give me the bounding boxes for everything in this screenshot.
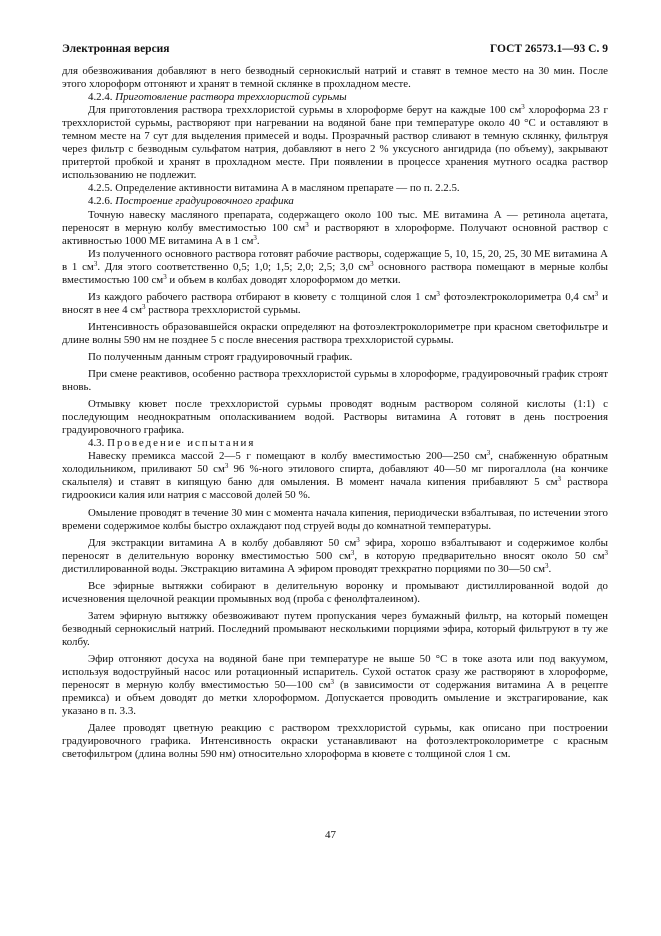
paragraph: Интенсивность образовавшейся окраски определяют на фотоэлектроколориметре при красном светофильтре и длине волны 590 нм не позднее 5 с после внесения раствора треххлористой сурьмы. (62, 320, 608, 346)
paragraph: Навеску премикса массой 2—5 г помещают в колбу вместимостью 200—250 $см^3$, снабженную обратным холодильником, приливают 50 $см^3$ 96 %-ного этилового спирта, добавляют 40—50 мг пирогаллола (на кончике скальпеля) и ставят в кипящую баню для омыления. В момент начала кипения прибавляют 5 $см^3$ раствора гидроокиси калия или натрия с массовой долей 50 %. (62, 449, 608, 502)
paragraph: Эфир отгоняют досуха на водяной бане при температуре не выше 50 °С в токе азота или под вакуумом, используя водоструйный насос или ротационный испаритель. Сухой остаток сразу же растворяют в хлороформе, переносят в мерную колбу вместимостью 50—100 $см^3$ (в зависимости от содержания витамина А в рецепте премикса) и объем доводят до метки хлороформом. Допускается проводить омыление и экстрагирование, как указано в п. 3.3. (62, 652, 608, 718)
paragraph: Все эфирные вытяжки собирают в делительную воронку и промывают дистиллированной водой до исчезновения щелочной реакции промывных вод (проба с фенолфталеином). (62, 579, 608, 605)
paragraph: Отмывку кювет после треххлористой сурьмы проводят водным раствором соляной кислоты (1:1) с последующим неоднократным ополаскиванием водой. Растворы витамина А готовят в день построения градуировочного графика. (62, 398, 608, 437)
paragraph: Затем эфирную вытяжку обезвоживают путем пропускания через бумажный фильтр, на который помещен безводный сернокислый натрий. Последний промывают несколькими порциями эфира, который фильтруют в ту же колбу. (62, 609, 608, 648)
header-standard-code: ГОСТ 26573.1—93 С. 9 (489, 43, 608, 55)
section-heading-4-3: 4.3. Проведение испытания (88, 437, 256, 450)
paragraph: Далее проводят цветную реакцию с раствором треххлористой сурьмы, как описано при построении градуировочного графика. Интенсивность окраски устанавливают на фотоэлектроколориметре с красным светофильтром (длина волны 590 нм) относительно хлороформа в кювете с толщиной слоя 1 см. (62, 722, 608, 761)
paragraph: Точную навеску масляного препарата, содержащего около 100 тыс. МЕ витамина А — ретинола ацетата, переносят в мерную колбу вместимостью 100 $см^3$ и растворяют в хлороформе. Получают основной раствор с активностью 1000 МЕ витамина А в 1 $см^3$. (62, 208, 608, 247)
paragraph: для обезвоживания добавляют в него безводный сернокислый натрий и ставят в темное место на 30 мин. После этого хлороформ отгоняют и хранят в темной склянке в прохладном месте. (62, 65, 608, 91)
paragraph: Омыление проводят в течение 30 мин с момента начала кипения, периодически взбалтывая, по истечении этого времени содержимое колбы быстро охлаждают под струей воды до комнатной температуры. (62, 506, 608, 532)
page-number: 47 (325, 829, 336, 841)
paragraph: По полученным данным строят градуировочный график. (88, 350, 353, 363)
header-edition-label: Электронная версия (62, 43, 170, 55)
body-text (62, 65, 608, 761)
section-heading-4-2-5: 4.2.5. Определение активности витамина А в масляном препарате — по п. 2.2.5. (88, 182, 460, 195)
paragraph: Из полученного основного раствора готовят рабочие растворы, содержащие 5, 10, 15, 20, 25, 30 МЕ витамина А в 1 $см^3$. Для этого соответственно 0,5; 1,0; 1,5; 2,0; 2,5; 3,0 $см^3$ основного раствора помещают в мерные колбы вместимостью 100 $см^3$ и объем в колбах доводят хлороформом до метки. (62, 247, 608, 286)
section-heading-4-2-6: 4.2.6. Построение градуировочного графика (88, 195, 294, 208)
page-header (62, 43, 608, 59)
paragraph: При смене реактивов, особенно раствора треххлористой сурьмы в хлороформе, градуировочный график строят вновь. (62, 368, 608, 394)
paragraph: Для приготовления раствора треххлористой сурьмы в хлороформе берут на каждые 100 $см^3$ хлороформа 23 г треххлористой сурьмы, растворяют при нагревании на водяной бане при температуре около 40 °С и оставляют в темном месте на 7 сут для выделения примесей и воды. Прозрачный раствор сливают в темную склянку, фильтруя через фильтр с безводным сульфатом натрия, добавляют в него 2 % уксусного ангидрида (по объему), закрывают притертой пробкой и хранят в прохладном месте. При появлении в процессе хранения мутного осадка раствор использованию не подлежит. (62, 103, 608, 182)
paragraph: Для экстракции витамина А в колбу добавляют 50 $см^3$ эфира, хорошо взбалтывают и содержимое колбы переносят в делительную воронку вместимостью 500 $см^3$, в которую предварительно вносят около 50 $см^3$ дистиллированной воды. Экстракцию витамина А эфиром проводят трехкратно порциями по 30—50 $см^3$. (62, 535, 608, 575)
paragraph: Из каждого рабочего раствора отбирают в кювету с толщиной слоя 1 $см^3$ фотоэлектроколориметра 0,4 $см^3$ и вносят в нее 4 $см^3$ раствора треххлористой сурьмы. (62, 289, 608, 316)
section-heading-4-2-4: 4.2.4. Приготовление раствора треххлористой сурьмы (88, 91, 347, 104)
